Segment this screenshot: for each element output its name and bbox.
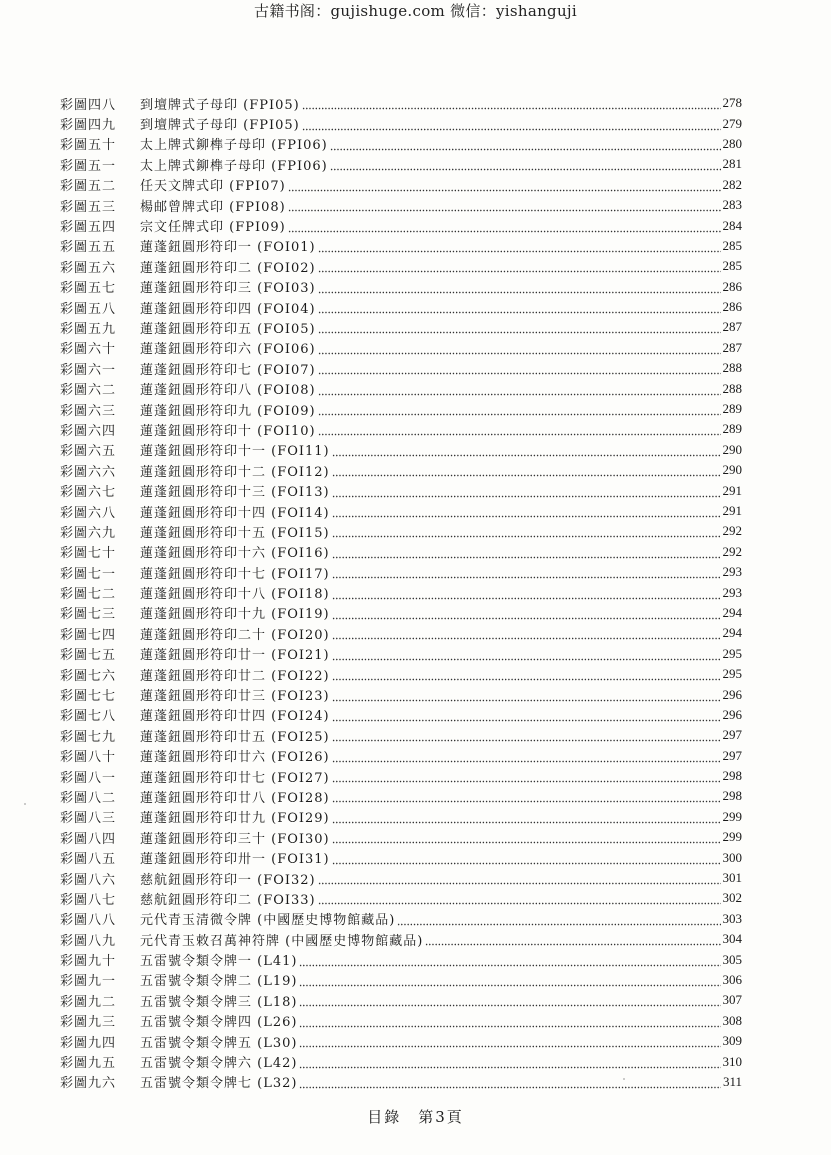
dot-leader <box>299 1019 720 1029</box>
toc-entry <box>60 215 742 235</box>
toc-plate-number: 彩圖六七 <box>60 485 117 501</box>
toc-entry <box>60 358 742 378</box>
toc-plate-number: 彩圖四九 <box>60 118 117 134</box>
toc-page-number: 293 <box>722 584 742 600</box>
toc-entry-title: 蓮蓬鈕圓形符印十四 (FOI14) <box>140 505 330 521</box>
dot-leader <box>318 407 721 417</box>
dot-leader <box>288 224 721 234</box>
dot-leader <box>302 122 721 132</box>
toc-plate-number: 彩圖五八 <box>60 301 117 317</box>
toc-plate-number: 彩圖六八 <box>60 505 117 521</box>
dot-leader <box>299 1060 720 1070</box>
toc-page-number: 291 <box>722 503 742 518</box>
toc-plate-number: 彩圖七十 <box>60 546 117 562</box>
toc-plate-number: 彩圖九三 <box>60 1015 117 1031</box>
dot-leader <box>332 815 721 825</box>
dot-leader <box>332 693 721 703</box>
toc-entry-title: 五雷號令類令牌七 (L32) <box>140 1076 298 1092</box>
toc-entry <box>60 847 742 867</box>
toc-entry <box>60 277 742 297</box>
toc-entry-title: 慈航鈕圓形符印二 (FOI33) <box>140 892 316 908</box>
dot-leader <box>299 1080 721 1090</box>
toc-plate-number: 彩圖七七 <box>60 689 117 705</box>
toc-entry-title: 蓮蓬鈕圓形符印二 (FOI02) <box>140 260 316 276</box>
toc-page-number: 286 <box>722 278 742 294</box>
toc-entry <box>60 562 742 582</box>
toc-plate-number: 彩圖五二 <box>60 179 117 195</box>
scan-speck <box>24 803 26 805</box>
toc-plate-number: 彩圖八二 <box>60 790 117 806</box>
toc-page-number: 287 <box>722 319 742 335</box>
toc-entry-title: 蓮蓬鈕圓形符印十三 (FOI13) <box>140 485 330 501</box>
toc-entry-title: 蓮蓬鈕圓形符印七 (FOI07) <box>140 362 316 378</box>
dot-leader <box>299 1039 720 1049</box>
toc-page-number: 298 <box>722 768 742 784</box>
dot-leader <box>330 142 721 152</box>
toc-entry-title: 五雷號令類令牌四 (L26) <box>140 1015 298 1031</box>
dot-leader <box>332 733 721 743</box>
toc-entry-title: 楊邮曾牌式印 (FPI08) <box>140 199 286 215</box>
toc-page-number: 293 <box>722 564 742 580</box>
toc-entry-title: 蓮蓬鈕圓形符印五 (FOI05) <box>140 321 316 337</box>
toc-plate-number: 彩圖八八 <box>60 913 117 929</box>
scan-speck <box>623 1078 625 1080</box>
toc-entry <box>60 684 742 704</box>
toc-entry <box>60 786 742 806</box>
toc-page-number: 281 <box>722 156 742 172</box>
toc-page-number: 295 <box>722 645 742 661</box>
toc-entry <box>60 338 742 358</box>
dot-leader <box>332 550 721 560</box>
toc-entry <box>60 175 742 195</box>
toc-page-number: 292 <box>722 543 742 559</box>
toc-page-number: 289 <box>722 421 742 437</box>
toc-entry <box>60 317 742 337</box>
watermark-text: 古籍书阁：gujishuge.com 微信：yishanguji <box>254 2 577 20</box>
dot-leader <box>318 896 721 906</box>
toc-page-number: 287 <box>722 339 742 355</box>
toc-page-number: 311 <box>722 1073 742 1089</box>
toc-plate-number: 彩圖四八 <box>60 97 117 113</box>
toc-page-number: 289 <box>722 401 742 417</box>
toc-plate-number: 彩圖八一 <box>60 770 117 786</box>
toc-entry <box>60 949 742 969</box>
toc-entry <box>60 766 742 786</box>
toc-page-number: 307 <box>722 992 742 1008</box>
toc-entry-title: 蓮蓬鈕圓形符印十八 (FOI18) <box>140 587 330 603</box>
toc-plate-number: 彩圖六五 <box>60 444 117 460</box>
toc-plate-number: 彩圖七一 <box>60 566 117 582</box>
toc-entry <box>60 807 742 827</box>
toc-entry-title: 太上牌式鉚榫子母印 (FPI06) <box>140 138 328 154</box>
toc-entry <box>60 399 742 419</box>
toc-page-number: 288 <box>722 380 742 396</box>
toc-plate-number: 彩圖八六 <box>60 872 117 888</box>
dot-leader <box>332 591 721 601</box>
toc-page-number: 303 <box>722 910 742 926</box>
dot-leader <box>425 937 720 947</box>
toc-entry-title: 蓮蓬鈕圓形符印十一 (FOI11) <box>140 444 330 460</box>
toc-entry-title: 到壇牌式子母印 (FPI05) <box>140 97 300 113</box>
dot-leader <box>318 427 721 437</box>
toc-entry <box>60 542 742 562</box>
toc-page-number: 296 <box>722 686 742 702</box>
toc-entry-title: 蓮蓬鈕圓形符印廿五 (FOI25) <box>140 729 330 745</box>
toc-plate-number: 彩圖九五 <box>60 1056 117 1072</box>
dot-leader <box>318 264 721 274</box>
toc-entry-title: 慈航鈕圓形符印一 (FOI32) <box>140 872 316 888</box>
toc-entry-title: 蓮蓬鈕圓形符印六 (FOI06) <box>140 342 316 358</box>
toc-plate-number: 彩圖五六 <box>60 260 117 276</box>
toc-plate-number: 彩圖六十 <box>60 342 117 358</box>
toc-plate-number: 彩圖六九 <box>60 525 117 541</box>
toc-plate-number: 彩圖八十 <box>60 750 117 766</box>
toc-plate-number: 彩圖八五 <box>60 852 117 868</box>
toc-entry-title: 蓮蓬鈕圓形符印廿九 (FOI29) <box>140 811 330 827</box>
toc-entry <box>60 1072 742 1092</box>
toc-page-number: 299 <box>722 808 742 824</box>
toc-entry-title: 宗文任牌式印 (FPI09) <box>140 220 286 236</box>
toc-plate-number: 彩圖七二 <box>60 587 117 603</box>
toc-entry-title: 蓮蓬鈕圓形符印十七 (FOI17) <box>140 566 330 582</box>
toc-entry <box>60 480 742 500</box>
dot-leader <box>288 203 721 213</box>
toc-plate-number: 彩圖六一 <box>60 362 117 378</box>
toc-entry-title: 蓮蓬鈕圓形符印三十 (FOI30) <box>140 831 330 847</box>
dot-leader <box>332 652 721 662</box>
toc-page-number: 294 <box>722 604 742 620</box>
toc-entry <box>60 236 742 256</box>
toc-entry-title: 蓮蓬鈕圓形符印廿七 (FOI27) <box>140 770 330 786</box>
toc-entry-title: 五雷號令類令牌三 (L18) <box>140 994 298 1010</box>
toc-entry <box>60 378 742 398</box>
toc-page-number: 292 <box>722 523 742 539</box>
dot-leader <box>397 917 720 927</box>
toc-entry <box>60 521 742 541</box>
dot-leader <box>318 325 721 335</box>
dot-leader <box>318 244 721 254</box>
toc-entry-title: 蓮蓬鈕圓形符印十六 (FOI16) <box>140 546 330 562</box>
toc-page-number: 297 <box>722 727 742 743</box>
toc-entry-title: 任天文牌式印 (FPI07) <box>140 179 286 195</box>
dot-leader <box>332 794 721 804</box>
toc-entry-title: 蓮蓬鈕圓形符印十五 (FOI15) <box>140 525 330 541</box>
toc-entry <box>60 297 742 317</box>
toc-page-number: 288 <box>722 360 742 376</box>
toc-page-number: 301 <box>722 870 742 886</box>
dot-leader <box>332 774 721 784</box>
toc-entry <box>60 460 742 480</box>
toc-page-number: 310 <box>722 1053 742 1069</box>
toc-entry-title: 蓮蓬鈕圓形符印廿二 (FOI22) <box>140 668 330 684</box>
toc-plate-number: 彩圖八七 <box>60 892 117 908</box>
toc-plate-number: 彩圖七五 <box>60 648 117 664</box>
dot-leader <box>332 713 721 723</box>
toc-entry-title: 蓮蓬鈕圓形符印一 (FOI01) <box>140 240 316 256</box>
dot-leader <box>299 998 720 1008</box>
toc-entry-title: 蓮蓬鈕圓形符印廿一 (FOI21) <box>140 648 330 664</box>
toc-page-number: 295 <box>722 666 742 682</box>
table-of-contents <box>60 93 742 1092</box>
toc-entry-title: 蓮蓬鈕圓形符印卅一 (FOI31) <box>140 852 330 868</box>
toc-page-number: 299 <box>722 829 742 845</box>
dot-leader <box>332 754 721 764</box>
dot-leader <box>318 876 721 886</box>
toc-entry-title: 到壇牌式子母印 (FPI05) <box>140 118 300 134</box>
toc-entry <box>60 154 742 174</box>
dot-leader <box>332 835 721 845</box>
toc-plate-number: 彩圖八九 <box>60 933 117 949</box>
toc-plate-number: 彩圖五九 <box>60 321 117 337</box>
toc-plate-number: 彩圖五五 <box>60 240 117 256</box>
toc-plate-number: 彩圖七四 <box>60 627 117 643</box>
toc-entry <box>60 929 742 949</box>
toc-entry <box>60 664 742 684</box>
toc-entry-title: 蓮蓬鈕圓形符印廿八 (FOI28) <box>140 790 330 806</box>
toc-entry <box>60 827 742 847</box>
toc-entry-title: 五雷號令類令牌五 (L30) <box>140 1035 298 1051</box>
toc-entry-title: 蓮蓬鈕圓形符印十二 (FOI12) <box>140 464 330 480</box>
toc-plate-number: 彩圖五七 <box>60 281 117 297</box>
toc-entry-title: 蓮蓬鈕圓形符印九 (FOI09) <box>140 403 316 419</box>
toc-plate-number: 彩圖七九 <box>60 729 117 745</box>
dot-leader <box>332 529 721 539</box>
toc-entry-title: 元代青玉敕召萬神符牌 (中國歷史博物館藏品) <box>140 933 424 949</box>
toc-plate-number: 彩圖六二 <box>60 383 117 399</box>
toc-entry <box>60 603 742 623</box>
toc-entry-title: 蓮蓬鈕圓形符印廿三 (FOI23) <box>140 689 330 705</box>
dot-leader <box>318 305 721 315</box>
dot-leader <box>318 366 721 376</box>
dot-leader <box>318 387 721 397</box>
toc-entry-title: 蓮蓬鈕圓形符印廿六 (FOI26) <box>140 750 330 766</box>
toc-entry <box>60 440 742 460</box>
toc-entry <box>60 705 742 725</box>
toc-page-number: 278 <box>722 95 742 111</box>
toc-entry-title: 五雷號令類令牌一 (L41) <box>140 954 298 970</box>
dot-leader <box>332 631 721 641</box>
toc-page-number: 280 <box>722 135 742 151</box>
dot-leader <box>332 570 721 580</box>
toc-page-number: 294 <box>722 625 742 641</box>
toc-entry-title: 元代青玉清微令牌 (中國歷史博物館藏品) <box>140 913 396 929</box>
toc-entry <box>60 1051 742 1071</box>
toc-entry-title: 蓮蓬鈕圓形符印十 (FOI10) <box>140 423 316 439</box>
toc-plate-number: 彩圖六三 <box>60 403 117 419</box>
toc-page-number: 291 <box>722 482 742 498</box>
dot-leader <box>332 448 721 458</box>
toc-entry <box>60 134 742 154</box>
toc-page-number: 286 <box>722 299 742 315</box>
toc-plate-number: 彩圖六六 <box>60 464 117 480</box>
dot-leader <box>330 162 721 172</box>
toc-plate-number: 彩圖八三 <box>60 811 117 827</box>
toc-page-number: 279 <box>722 115 742 131</box>
toc-plate-number: 彩圖七三 <box>60 607 117 623</box>
toc-entry-title: 蓮蓬鈕圓形符印十九 (FOI19) <box>140 607 330 623</box>
toc-entry <box>60 113 742 133</box>
dot-leader <box>302 101 721 111</box>
toc-entry-title: 蓮蓬鈕圓形符印四 (FOI04) <box>140 301 316 317</box>
dot-leader <box>288 183 721 193</box>
toc-page-number: 302 <box>722 890 742 906</box>
dot-leader <box>299 958 720 968</box>
toc-page-number: 290 <box>722 441 742 457</box>
toc-plate-number: 彩圖六四 <box>60 423 117 439</box>
toc-plate-number: 彩圖九六 <box>60 1076 117 1092</box>
toc-entry <box>60 501 742 521</box>
toc-plate-number: 彩圖九十 <box>60 954 117 970</box>
toc-entry <box>60 868 742 888</box>
toc-entry <box>60 1011 742 1031</box>
toc-page-number: 285 <box>722 258 742 274</box>
toc-plate-number: 彩圖五四 <box>60 220 117 236</box>
dot-leader <box>332 672 721 682</box>
toc-page-number: 284 <box>722 217 742 233</box>
toc-entry <box>60 582 742 602</box>
toc-page-number: 306 <box>722 971 742 987</box>
toc-page-number: 305 <box>722 951 742 967</box>
toc-page-number: 285 <box>722 237 742 253</box>
toc-entry-title: 太上牌式鉚榫子母印 (FPI06) <box>140 158 328 174</box>
toc-entry <box>60 909 742 929</box>
toc-entry-title: 蓮蓬鈕圓形符印二十 (FOI20) <box>140 627 330 643</box>
dot-leader <box>332 611 721 621</box>
toc-page-number: 300 <box>722 849 742 865</box>
toc-page-number: 308 <box>722 1012 742 1028</box>
toc-page-number: 296 <box>722 706 742 722</box>
toc-page-number: 298 <box>722 788 742 804</box>
dot-leader <box>332 856 721 866</box>
toc-plate-number: 彩圖八四 <box>60 831 117 847</box>
dot-leader <box>318 285 721 295</box>
dot-leader <box>332 509 721 519</box>
toc-entry <box>60 725 742 745</box>
toc-plate-number: 彩圖九四 <box>60 1035 117 1051</box>
toc-entry-title: 蓮蓬鈕圓形符印八 (FOI08) <box>140 383 316 399</box>
toc-page-number: 283 <box>722 197 742 213</box>
dot-leader <box>332 468 721 478</box>
toc-entry-title: 五雷號令類令牌六 (L42) <box>140 1056 298 1072</box>
toc-entry <box>60 746 742 766</box>
toc-plate-number: 彩圖五一 <box>60 158 117 174</box>
toc-page-number: 297 <box>722 747 742 763</box>
dot-leader <box>299 978 720 988</box>
toc-page-number: 309 <box>722 1033 742 1049</box>
toc-plate-number: 彩圖九一 <box>60 974 117 990</box>
toc-entry <box>60 195 742 215</box>
toc-page-number: 290 <box>722 462 742 478</box>
toc-entry <box>60 256 742 276</box>
toc-entry-title: 蓮蓬鈕圓形符印廿四 (FOI24) <box>140 709 330 725</box>
toc-plate-number: 彩圖七六 <box>60 668 117 684</box>
page-footer: 目錄 第3頁 <box>367 1108 464 1126</box>
toc-entry <box>60 623 742 643</box>
toc-page-number: 304 <box>722 931 742 947</box>
dot-leader <box>318 346 721 356</box>
toc-entry <box>60 990 742 1010</box>
toc-entry-title: 蓮蓬鈕圓形符印三 (FOI03) <box>140 281 316 297</box>
toc-entry <box>60 888 742 908</box>
toc-entry <box>60 93 742 113</box>
toc-page-number: 282 <box>722 176 742 192</box>
toc-entry-title: 五雷號令類令牌二 (L19) <box>140 974 298 990</box>
toc-plate-number: 彩圖五三 <box>60 199 117 215</box>
toc-entry <box>60 1031 742 1051</box>
toc-entry <box>60 644 742 664</box>
toc-entry <box>60 419 742 439</box>
dot-leader <box>332 489 721 499</box>
toc-plate-number: 彩圖七八 <box>60 709 117 725</box>
toc-entry <box>60 970 742 990</box>
toc-plate-number: 彩圖五十 <box>60 138 117 154</box>
toc-plate-number: 彩圖九二 <box>60 994 117 1010</box>
